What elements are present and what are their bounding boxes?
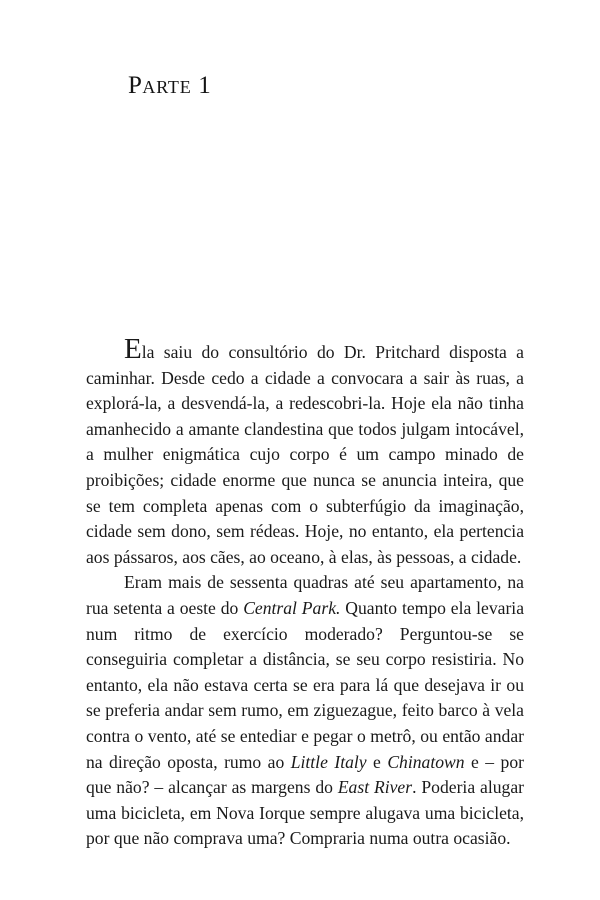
part-heading xyxy=(128,72,211,100)
paragraph-2-text-3: e xyxy=(366,751,388,772)
place-central-park: Central Park. xyxy=(243,597,341,618)
place-little-italy: Little Italy xyxy=(290,751,367,772)
paragraph-1-text: la saiu do consultório do Dr. Pritchard disposta a caminhar. Desde cedo a cidade a convocara a sair às ruas, a explorá-la, a desvendá-la, a redescobri-la. Hoje ela não tinha amanhecido a amante clandestina que todos julgam intocável, a mulher enigmática cujo corpo é um campo minado de proibições; cidade enorme que nunca se anuncia inteira, que se tem completa apenas com o subterfúgio da imaginação, cidade sem dono, sem rédeas. Hoje, no entanto, ela pertencia aos pássaros, aos cães, ao oceano, à elas, às pessoas, a cidade. xyxy=(86,342,524,567)
heading-number: 1 xyxy=(198,72,212,99)
place-east-river: East River xyxy=(337,777,413,798)
place-chinatown: Chinatown xyxy=(387,751,465,772)
paragraph-2-text-4: e – por que não? – alcançar as margens do xyxy=(86,751,524,798)
paragraph-2-text-1: Eram mais de sessenta quadras até seu apartamento, na rua setenta a oeste do xyxy=(86,572,524,618)
drop-cap: E xyxy=(124,333,142,365)
paragraph-2 xyxy=(86,570,524,852)
chapter-body xyxy=(86,333,525,852)
heading-initial: P xyxy=(128,72,143,99)
heading-rest: ARTE xyxy=(142,77,192,97)
paragraph-2-text-5: . Poderia alugar uma bicicleta, em Nova Iorque sempre alugava uma bicicleta, por que não comprava uma? Compraria numa outra ocasião. xyxy=(86,777,524,849)
paragraph-2-text-2: Quanto tempo ela levaria num ritmo de exercício moderado? Perguntou-se se conseguiria completar a distância, se seu corpo resistiria. No entanto, ela não estava certa se era para lá que desejava ir ou se preferia andar sem rumo, em ziguezague, feito barco à vela contra o vento, até se entediar e pegar o metrô, ou então andar na direção oposta, rumo ao xyxy=(86,597,525,772)
paragraph-1 xyxy=(86,333,524,570)
